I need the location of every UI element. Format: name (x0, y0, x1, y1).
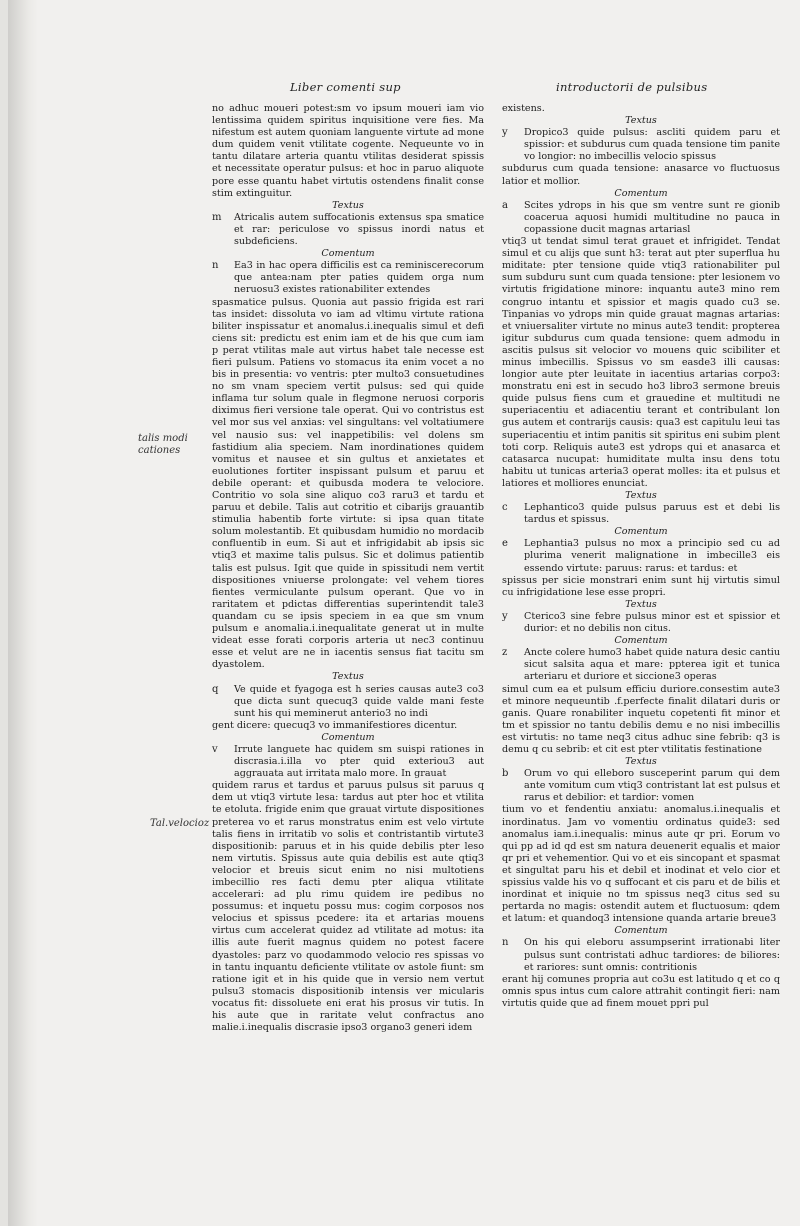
paragraph-text: Lephantico3 quide pulsus paruus est et debi lis tardus et spissus. (524, 502, 780, 526)
paragraph-text: Orum vo qui elleboro susceperint parum qui dem ante vomitum cum vtiq3 contristant lat est pulsus et rarus et debilior: et tardior: vomen (524, 768, 780, 804)
lettered-paragraph (502, 538, 780, 574)
margin-letter: v (212, 743, 218, 755)
margin-note-1: talis modi cationes (138, 433, 188, 456)
paragraph-text: Irrute languete hac quidem sm suispi rationes in discrasia.i.illa vo pter quid exteriou3 aut aggrauata aut irritata malo more. In grauat (234, 743, 484, 780)
lettered-paragraph (212, 260, 484, 296)
margin-note-2: Tal.velocioz (150, 818, 210, 829)
paragraph-text: subdurus cum quada tensione: anasarce vo fluctuosus latior et mollior. (502, 163, 780, 187)
paragraph-text: Cterico3 sine febre pulsus minor est et spissior et durior: et no debilis non citus. (524, 610, 780, 635)
paragraph-text: existens. (502, 103, 545, 114)
paragraph-text: Atricalis autem suffocationis extensus spa smatice et rar: periculose vo spissus inordi natus et subdeficiens. (234, 211, 484, 248)
section-heading: Comentum (614, 925, 668, 937)
margin-letter: y (502, 127, 508, 139)
section-heading: Comentum (614, 187, 668, 199)
margin-letter: n (212, 260, 219, 272)
lettered-paragraph (212, 212, 484, 248)
section-heading: Textus (332, 199, 364, 211)
margin-letter: b (502, 768, 509, 780)
margin-letter: m (212, 211, 222, 223)
manuscript-page (8, 0, 800, 1226)
margin-letter: n (502, 937, 509, 949)
paragraph-text: Ve quide et fyagoga est h series causas aute3 co3 que dicta sunt quecuq3 quide valde mani feste sunt his qui meminerut anterio3 no indi (234, 683, 484, 719)
margin-letter: z (502, 647, 508, 659)
page-gutter-shadow (8, 0, 38, 1226)
paragraph-text: Scites ydrops in his que sm ventre sunt re gionib coacerua aquosi humidi multitudine no pauca in copassione ducit magnas artariasl (524, 199, 780, 235)
running-header-right: introductorii de pulsibus (556, 80, 708, 94)
section-heading: Textus (625, 115, 657, 127)
section-heading: Textus (332, 671, 364, 683)
paragraph-text: no adhuc moueri potest:sm vo ipsum moueri iam vio lentissima quidem spiritus inquisitione vere fies. Ma nifestum est autem quoniam languente virtute ad mone dum quidem venit vtilitate cogente. Nequeunte vo in tantu dilatare arteria quantu vtilitas desiderat spissis et necessitate operatur pulsus: et hoc in paruo aliquote pore esse quantu habet virtutis ostendens finalit conse stim extinguitur. (212, 103, 484, 199)
lettered-paragraph (502, 200, 780, 236)
paragraph-text: simul cum ea et pulsum efficiu duriore.consestim aute3 et minore nequeuntib .f.perfecte finalit dilatari duris or ganis. Quare ronabiliter inquetu copetenti fit minor et tm et spissior no tantu debilis demu e no nisi imbecillis est virtutis: no tame neq3 citus adhuc sine febrib: q3 is demu q cu sebrib: et cit est pter vtilitatis festinatione (502, 683, 780, 755)
lettered-paragraph (212, 744, 484, 780)
lettered-paragraph (502, 611, 780, 635)
paragraph-text: erant hij comunes propria aut co3u est latitudo q et co q omnis spus intus cum calore attrahit contingit fieri: nam virtutis quide que ad finem mouet ppri pul (502, 973, 780, 1009)
section-heading: Comentum (614, 635, 668, 647)
section-heading: Textus (625, 490, 657, 501)
lettered-paragraph (502, 647, 780, 683)
margin-letter: c (502, 502, 508, 514)
paragraph-text: gent dicere: quecuq3 vo immanifestiores dicentur. (212, 719, 458, 731)
paragraph-text: tium vo et fendentiu anxiatu: anomalus.i.inequalis et inordinatus. Jam vo vomentiu ordinatus quide3: sed anomalus iam.i.inequalis: minus aute qr pri. Eorum vo qui pp ad id qd est sm natura deuenerit equalis et maior qr pri et vehementior. Qui vo et eis sincopant et spasmat et singultat paru his et debil et inodinat et velo cior et spissius valde his vo q suffocant et cis paru et de bilis et inordinat et iniquie no tm spissus neq3 citus sed su pertarda no magis: ostendit autem et fluctuosum: qdem et latum: et quandoq3 intensione quanda artarie breue3 (502, 804, 780, 925)
paragraph-text: vtiq3 ut tendat simul terat grauet et infrigidet. Tendat simul et cu alijs que sunt h3: terat aut pter superflua hu miditate: pter tensione quide vtiq3 rationabiliter pul sum subduru sunt cum quada tensione: pter lesionem vo virtutis frigidatione minore: inquantu aute3 mino rem congruo intantu et spissior et magis quado cu3 se. Tinpanias vo ydrops min quide grauat magnas artarias: et vniuersaliter virtute no minus aute3 tendit: propterea igitur subdurus cum quada tensione: quem admodu in ascitis pulsus sit velocior vo mouens quic scibiliter et minus imbecillis. Spissus vo sm easde3 illi causas: longior aute pter leuitate in iacentius artarias corpo3: monstratu eni est in secudo ho3 libro3 sermone breuis quide pulsus fiens cum et grauedine et multitudi ne superiacentiu et adiacentiu terant et contribulant lon gus autem et contrarijs causis: qua3 est capitulu leui tas superiacentiu et intim panitis sit spiritus eni subim plent toti corp. Reliquis aute3 est ydrops qui et anasarca et catasarca nucupat: humiditate multa insu dens totu habitu ut tunicas arteria3 operat molles: ita et pulsus et latiores et molliores enunciat. (502, 236, 780, 489)
section-heading: Textus (625, 756, 657, 768)
section-heading: Comentum (614, 526, 668, 538)
paragraph-text: quidem rarus et tardus et paruus pulsus sit paruus q dem ut vtiq3 virtute lesa: tardus aut pter hoc et vtilita te etoluta. frigide enim que grauat virtute dispositiones preterea vo et rarus monstratus enim est velo virtute talis fiens in irritatib vo solis et contristantib virtute3 dispositionib: paruus et in his quide debilis pter leso nem virtutis. Spissus aute quia debilis est aute qtiq3 velocior et breuis sicut enim no nisi multotiens imbecillio res facti demu pter aliqua vtilitate accelerari: ad plu rimu quidem ire pedibus no possumus: et inquetu possu mus: cogim corposos nos velocius et spissus pcedere: ita et artarias mouens virtus cum accelerat quidez ad vtilitate ad motus: ita illis aute fuerit magnus quidem no potest facere dyastoles: parz vo quodammodo velocio res spissas vo in tantu inquantu deficiente vtilitate ov astole fiunt: sm ratione igit et in his quide que in versio nem vertut pulsu3 stomacis dispositionib intensis ver micularis vocatus fit: dissoluete eni erat his prosus vir tutis. In his aute que in raritate velut confractus ano malie.i.inequalis discrasie ipso3 organo3 generi idem (212, 780, 484, 1034)
paragraph-text: Ancte colere humo3 habet quide natura desic cantiu sicut salsita aqua et mare: ppterea igit et tunica arteriaru et duriore et siccione3 operas (524, 647, 780, 683)
lettered-paragraph (212, 684, 484, 720)
section-heading: Comentum (321, 248, 375, 260)
paragraph-text: spasmatice pulsus. Quonia aut passio frigida est rari tas insidet: dissoluta vo iam ad vltimu virtute rationa biliter inspissatur et anomalus.i.inequalis simul et defi ciens sit: predictu est enim iam et de his que cum iam p perat vtilitas male aut virtus habet tale necesse est fieri pulsum. Patiens vo stomacus ita enim vocet a no bis in presentia: vo ventris: pter multo3 consuetudines no sm vnam speciem vertit pulsus: sed qui quide inflama tur solum quale in flegmone neruosi corporis diximus fieri versione tale operat. Qui vo contristus est vel mor sus vel anxias: vel singultans: vel voltatiumere vel nausio sus: vel inappetibilis: vel dolens sm fastidium alia speciem. Nam inordinationes quidem vomitus et nausee et sin gultus et anxietates et euolutiones fortiter inspissant pulsum et paruu et debile operant: et quibusda modera te velociore. Contritio vo sola sine aliquo co3 raru3 et tardu et paruu et debile. Talis aut cotritio et cibarijs grauantib stimulia habentib forte virtute: si ipsa quan titate solum molestantib. Et quibusdam humidio no mordacib confluentib in eum. Si aut et infrigidabit ab ipsis sic vtiq3 et maxime talis pulsus. Sic et dolimus patientib talis est pulsus. Igit que quide in spissitudi nem vertit dispositiones vniuerse prolongate: vel vehem tiores fientes vermiculante pulsum operant. Que vo in raritatem et pdictas differentias superintendit tale3 quandam cu se ipsis speciem in ea que sm vnum pulsum e anomalia.i.inequalitate generat ut in multe videat esse forati corporis arteria ut nec3 continuu esse et velut are ne in iacentis sensus fiat tacitu sm dyastolem. (212, 296, 484, 671)
paragraph-text: Lephantia3 pulsus no mox a principio sed cu ad plurima venerit malignatione in imbecille3 eis essendo virtute: paruus: rarus: et tardus: et (524, 538, 780, 574)
margin-letter: e (502, 538, 508, 550)
paragraph-text: Dropico3 quide pulsus: ascliti quidem paru et spissior: et subdurus cum quada tensione tim panite vo longior: no imbecillis velocio spissus (524, 127, 780, 163)
left-text-column (212, 103, 484, 1034)
paragraph-text: Ea3 in hac opera difficilis est ca reminiscerecorum que antea:nam pter paties quidem orga num neruosu3 existes rationabiliter extendes (234, 260, 484, 296)
lettered-paragraph (502, 937, 780, 973)
paragraph-text: On his qui eleboru assumpserint irrationabi liter pulsus sunt contristati adhuc tardiores: de biliores: et rariores: sunt omnis: contritionis (524, 937, 780, 973)
section-heading: Textus (625, 598, 657, 610)
right-text-column (502, 103, 780, 1009)
running-header-left: Liber comenti sup (290, 80, 401, 94)
lettered-paragraph (502, 502, 780, 526)
lettered-paragraph (502, 127, 780, 163)
margin-letter: y (502, 610, 508, 622)
paragraph-text: spissus per sicie monstrari enim sunt hij virtutis simul cu infrigidatione lese esse propri. (502, 574, 780, 598)
margin-letter: a (502, 199, 508, 211)
lettered-paragraph (502, 768, 780, 804)
section-heading: Comentum (321, 731, 375, 743)
margin-letter: q (212, 683, 219, 695)
